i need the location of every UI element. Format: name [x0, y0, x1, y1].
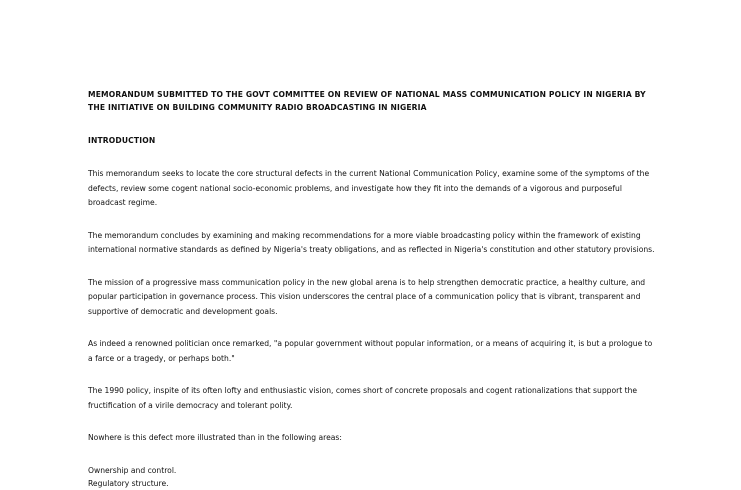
paragraph: As indeed a renowned politician once remarked, "a popular government without popular information, or a means of acquiring it, is but a prologue to a farce or a tragedy, or perhaps both." — [88, 339, 653, 363]
paragraph: The memorandum concludes by examining and making recommendations for a more viable broadcasting policy within the framework of existing international normative standards as defined by Nigeria's treaty obligations, and as reflected in Nigeria's constitution and other statutory provisions. — [88, 230, 655, 254]
paragraph: Nowhere is this defect more illustrated than in the following areas: — [88, 433, 342, 442]
document-title: MEMORANDUM SUBMITTED TO THE GOVT COMMITTEE ON REVIEW OF NATIONAL MASS COMMUNICATION POLICY IN NIGERIA BY THE INITIATIVE ON BUILDING COMMUNITY RADIO BROADCASTING IN NIGERIA — [88, 90, 646, 112]
document-body — [88, 88, 658, 490]
paragraph: The mission of a progressive mass communication policy in the new global arena is to help strengthen democratic practice, a healthy culture, and popular participation in governance process. This vision underscores the central place of a communication policy that is vibrant, transparent and supportive of democratic and development goals. — [88, 277, 646, 316]
paragraph: The 1990 policy, inspite of its often lofty and enthusiastic vision, comes short of concrete proposals and cogent rationalizations that support the fructification of a virile democracy and tolerant polity. — [88, 386, 638, 410]
section-heading-introduction: INTRODUCTION — [88, 136, 156, 145]
list-item: Regulatory structure. — [88, 478, 169, 488]
paragraph: This memorandum seeks to locate the core structural defects in the current National Communication Policy, examine some of the symptoms of the defects, review some cogent national socio-economic problems, and investigate how they fit into the demands of a vigorous and purposeful broadcast regime. — [88, 169, 650, 207]
list-item: Ownership and control. — [88, 465, 177, 475]
